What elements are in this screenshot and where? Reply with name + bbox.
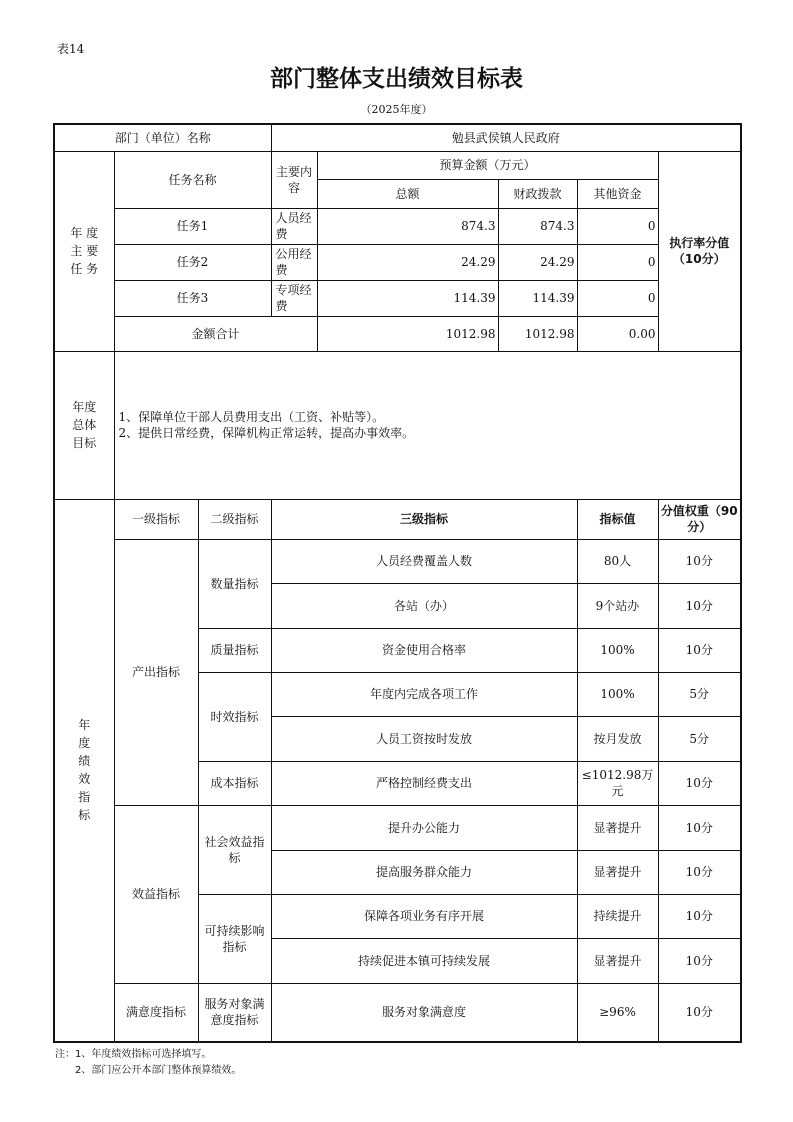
- task-fiscal: 874.3: [498, 208, 577, 244]
- l3-cell: 严格控制经费支出: [271, 761, 577, 805]
- task-other: 0: [577, 280, 658, 316]
- value-header: 指标值: [577, 499, 658, 539]
- weight-cell: 10分: [658, 805, 741, 850]
- fiscal-header: 财政拨款: [498, 179, 577, 208]
- sum-row: [54, 316, 741, 351]
- value-cell: ≥96%: [577, 983, 658, 1042]
- task-total: 874.3: [317, 208, 498, 244]
- l3-cell: 保障各项业务有序开展: [271, 894, 577, 938]
- value-cell: 100%: [577, 628, 658, 672]
- goals-text: [114, 351, 741, 499]
- task-row: [54, 244, 741, 280]
- page-title: 部门整体支出绩效目标表: [270, 66, 523, 92]
- task-row: [54, 208, 741, 244]
- l3-cell: 提高服务群众能力: [271, 850, 577, 894]
- task-name-header: 任务名称: [114, 151, 271, 208]
- goal-line: 1、保障单位干部人员费用支出（工资、补贴等）。: [118, 410, 385, 424]
- tasks-section-label: 年 度 主 要 任 务: [54, 151, 114, 351]
- other-header: 其他资金: [577, 179, 658, 208]
- task-name: 任务3: [114, 280, 271, 316]
- task-total: 114.39: [317, 280, 498, 316]
- l2-quality: 质量指标: [198, 628, 271, 672]
- l3-header: 三级指标: [271, 499, 577, 539]
- l3-cell: 服务对象满意度: [271, 983, 577, 1042]
- l1-satisfaction: 满意度指标: [114, 983, 198, 1042]
- goals-label: 年度总体目标: [54, 351, 114, 499]
- sum-label: 金额合计: [114, 316, 317, 351]
- l3-cell: 人员工资按时发放: [271, 716, 577, 761]
- weight-cell: 10分: [658, 850, 741, 894]
- l1-header: 一级指标: [114, 499, 198, 539]
- weight-cell: 10分: [658, 983, 741, 1042]
- l3-cell: 持续促进本镇可持续发展: [271, 938, 577, 983]
- sum-other: 0.00: [577, 316, 658, 351]
- l3-cell: 各站（办）: [271, 583, 577, 628]
- value-cell: 按月发放: [577, 716, 658, 761]
- l2-cost: 成本指标: [198, 761, 271, 805]
- l2-header: 二级指标: [198, 499, 271, 539]
- l1-output: 产出指标: [114, 539, 198, 805]
- value-cell: 显著提升: [577, 805, 658, 850]
- table-number: 表14: [57, 42, 85, 56]
- performance-table: [53, 123, 742, 1043]
- weight-cell: 10分: [658, 894, 741, 938]
- value-cell: ≤1012.98万元: [577, 761, 658, 805]
- l2-time: 时效指标: [198, 672, 271, 761]
- value-cell: 9个站办: [577, 583, 658, 628]
- dept-label: 部门（单位）名称: [54, 124, 271, 151]
- value-cell: 显著提升: [577, 850, 658, 894]
- note-line: 注：1、年度绩效指标可选择填写。: [55, 1049, 212, 1060]
- task-other: 0: [577, 208, 658, 244]
- total-header: 总额: [317, 179, 498, 208]
- task-fiscal: 114.39: [498, 280, 577, 316]
- task-other: 0: [577, 244, 658, 280]
- task-content: 公用经费: [271, 244, 317, 280]
- l2-social: 社会效益指标: [198, 805, 271, 894]
- notes: [55, 1047, 241, 1079]
- weight-header: 分值权重（90分）: [658, 499, 741, 539]
- weight-cell: 5分: [658, 672, 741, 716]
- task-row: [54, 280, 741, 316]
- task-name: 任务2: [114, 244, 271, 280]
- weight-cell: 10分: [658, 761, 741, 805]
- l2-sustain: 可持续影响指标: [198, 894, 271, 983]
- l1-benefit: 效益指标: [114, 805, 198, 983]
- rate-label: 执行率分值（10分）: [658, 151, 741, 351]
- task-total: 24.29: [317, 244, 498, 280]
- note-line: 2、部门应公开本部门整体预算绩效。: [55, 1065, 242, 1076]
- value-cell: 100%: [577, 672, 658, 716]
- l3-cell: 提升办公能力: [271, 805, 577, 850]
- l2-service: 服务对象满意度指标: [198, 983, 271, 1042]
- weight-cell: 10分: [658, 583, 741, 628]
- weight-cell: 5分: [658, 716, 741, 761]
- weight-cell: 10分: [658, 539, 741, 583]
- task-fiscal: 24.29: [498, 244, 577, 280]
- l3-cell: 资金使用合格率: [271, 628, 577, 672]
- budget-header: 预算金额（万元）: [317, 151, 658, 179]
- indicators-section-label: 年度绩效指标: [54, 499, 114, 1042]
- sum-total: 1012.98: [317, 316, 498, 351]
- task-name: 任务1: [114, 208, 271, 244]
- weight-cell: 10分: [658, 628, 741, 672]
- task-content: 人员经费: [271, 208, 317, 244]
- value-cell: 持续提升: [577, 894, 658, 938]
- l3-cell: 人员经费覆盖人数: [271, 539, 577, 583]
- weight-cell: 10分: [658, 938, 741, 983]
- l3-cell: 年度内完成各项工作: [271, 672, 577, 716]
- goal-line: 2、提供日常经费，保障机构正常运转，提高办事效率。: [118, 426, 415, 440]
- task-content: 专项经费: [271, 280, 317, 316]
- year-label: （2025年度）: [360, 103, 433, 116]
- value-cell: 显著提升: [577, 938, 658, 983]
- value-cell: 80人: [577, 539, 658, 583]
- sum-fiscal: 1012.98: [498, 316, 577, 351]
- dept-value: 勉县武侯镇人民政府: [271, 124, 741, 151]
- l2-quantity: 数量指标: [198, 539, 271, 628]
- content-header: 主要内容: [271, 151, 317, 208]
